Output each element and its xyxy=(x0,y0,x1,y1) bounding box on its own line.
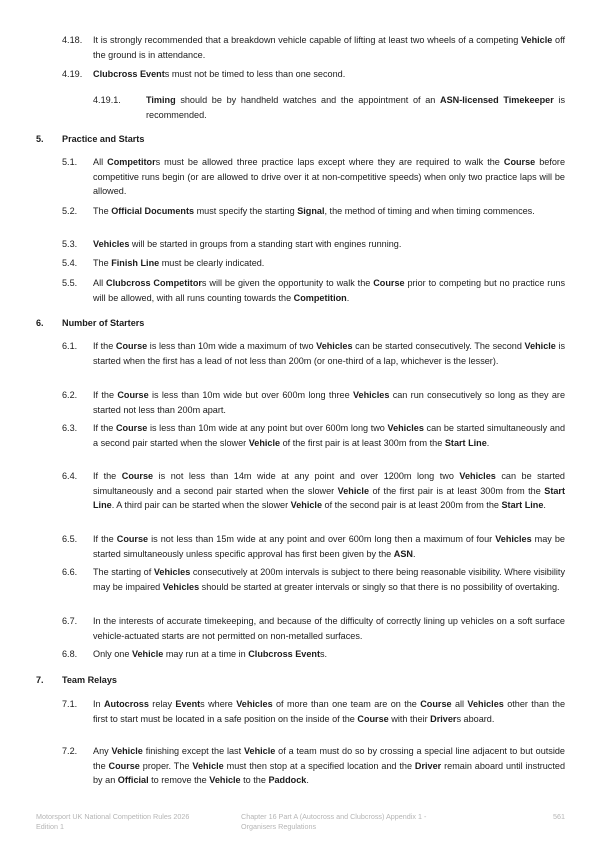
clause-number: 5.2. xyxy=(62,206,78,216)
defined-term: Course xyxy=(373,278,405,288)
clause-number: 5.4. xyxy=(62,258,78,268)
defined-term: Vehicle xyxy=(131,649,164,659)
text-run: prior to competing but no practice runs will be allowed, with all runs counting towards the xyxy=(93,278,565,303)
defined-term: Vehicle xyxy=(209,775,241,786)
text-run: finishing except the last xyxy=(142,746,244,756)
text-run: is started when the first has a lead of not less than 200m (or one-third of a lap, whichever is the lesser). xyxy=(93,341,566,366)
text-run: before competitive runs begin (or are allowed to drive over it at non-competitive speeds) when only two practice laps will be allowed. xyxy=(93,157,566,197)
text-run: If the xyxy=(93,471,122,481)
defined-term: Course xyxy=(115,423,148,433)
footer-edition: Edition 1 xyxy=(36,821,64,831)
text-run: of the first pair is at least 300m from the xyxy=(369,485,545,496)
defined-term: Vehicles xyxy=(387,423,424,433)
defined-term: Clubcross Competitor xyxy=(106,278,202,288)
text-run: of more than one team are on the xyxy=(272,699,421,709)
text-run: is not less than 14m wide at any point and over 1200m long two xyxy=(153,471,460,481)
clause-6-3-text xyxy=(93,421,565,450)
clause-number: 6.1. xyxy=(62,341,78,351)
defined-term: Competitor xyxy=(107,157,156,167)
clause-5-5-text xyxy=(93,276,565,305)
clause-6-5-text xyxy=(93,532,565,561)
defined-term: ASN xyxy=(393,548,413,559)
text-run: of the first pair is at least 300m from the xyxy=(280,437,445,448)
footer-center xyxy=(241,812,426,831)
text-run: all xyxy=(451,699,468,709)
defined-term: Course xyxy=(121,471,154,481)
defined-term: Vehicle xyxy=(248,437,281,448)
defined-term: Event xyxy=(175,699,201,709)
text-run: . A third pair can be started when the slower xyxy=(111,500,291,511)
text-run: may run at a time in xyxy=(163,649,249,659)
text-run: . xyxy=(306,775,309,786)
section-heading: Practice and Starts xyxy=(62,134,145,144)
clause-number: 6.2. xyxy=(62,390,78,400)
defined-term: Course xyxy=(357,713,389,724)
text-run: . xyxy=(543,500,546,511)
clause-number: 4.19.1. xyxy=(93,95,121,105)
footer-publication: Motorsport UK National Competition Rules 2026 xyxy=(36,812,190,821)
text-run: . xyxy=(346,292,350,303)
defined-term: Vehicles xyxy=(93,239,130,249)
defined-term: Vehicle xyxy=(111,746,143,756)
text-run: The xyxy=(93,258,112,268)
clause-6-8-text xyxy=(93,647,565,662)
clause-6-7-text xyxy=(93,614,565,643)
text-run: should be by handheld watches and the appointment of an xyxy=(175,95,441,105)
section-heading: Number of Starters xyxy=(62,318,145,328)
clause-number: 6.4. xyxy=(62,471,78,481)
defined-term: Course xyxy=(116,534,149,544)
clause-6-4-text xyxy=(93,469,565,513)
text-run: s where xyxy=(200,699,237,709)
defined-term: Course xyxy=(503,157,536,167)
text-run: All xyxy=(93,278,107,288)
text-run: It is strongly recommended that a breakdown vehicle capable of lifting at least two wheels of a competing xyxy=(93,35,521,45)
defined-term: Vehicle xyxy=(520,35,553,45)
clause-6-1-text xyxy=(93,339,565,368)
text-run: can be started simultaneously and a second pair started when the slower xyxy=(93,423,565,448)
defined-term: Vehicle xyxy=(337,485,370,496)
text-run: , the method of timing and when timing commences. xyxy=(324,206,535,216)
clause-6-2-text xyxy=(93,388,565,417)
clause-number: 7.1. xyxy=(62,699,78,709)
text-run: s. xyxy=(319,649,328,659)
text-run: If the xyxy=(93,390,118,400)
text-run: If the xyxy=(93,341,116,351)
text-run: proper. The xyxy=(139,760,193,771)
defined-term: Driver xyxy=(430,713,457,724)
clause-number: 5.1. xyxy=(62,157,78,167)
text-run: can be started simultaneously and a second pair started when the slower xyxy=(93,471,565,496)
clause-number: 6.6. xyxy=(62,567,78,577)
defined-term: Driver xyxy=(414,760,442,771)
text-run: All xyxy=(93,157,108,167)
clause-number: 4.18. xyxy=(62,35,83,45)
text-run: must be clearly indicated. xyxy=(159,258,265,268)
text-run: If the xyxy=(93,423,116,433)
defined-term: Start Line xyxy=(501,500,544,511)
text-run: consecutively at 200m intervals is subject to there being reasonable visibility. Where visibility may be impaired xyxy=(93,567,565,592)
defined-term: Vehicle xyxy=(192,760,224,771)
text-run: is not less than 15m wide at any point and over 600m long then a maximum of four xyxy=(148,534,496,544)
defined-term: Timing xyxy=(146,95,176,105)
clause-number: 5.3. xyxy=(62,239,78,249)
defined-term: Vehicles xyxy=(236,699,273,709)
defined-term: Vehicles xyxy=(352,390,390,400)
section-heading: Team Relays xyxy=(62,675,117,685)
text-run: can be started consecutively. The second xyxy=(352,341,525,351)
text-run: . xyxy=(412,548,416,559)
text-run: If the xyxy=(93,534,117,544)
defined-term: Official xyxy=(117,775,149,786)
text-run: may be started simultaneously unless specific approval has first been given by the xyxy=(93,534,565,559)
text-run: of a team must do so by crossing a special line adjacent to but outside the xyxy=(93,746,565,771)
text-run: In the interests of accurate timekeeping, and because of the difficulty of correctly lining up vehicles on a soft surface vehicle-actuated starts are not permitted on non-metalled surfaces. xyxy=(93,616,565,641)
text-run: relay xyxy=(148,699,176,709)
text-run: off the ground is in attendance. xyxy=(93,35,565,60)
text-run: to the xyxy=(240,775,269,786)
defined-term: Autocross xyxy=(103,699,149,709)
defined-term: Vehicles xyxy=(495,534,532,544)
defined-term: Vehicle xyxy=(243,746,276,756)
text-run: In xyxy=(93,699,104,709)
page-number: 561 xyxy=(553,812,565,821)
text-run: must specify the starting xyxy=(194,206,298,216)
clause-6-6-text xyxy=(93,565,565,594)
text-run: must then stop at a specified location and the xyxy=(223,760,415,771)
defined-term: Vehicles xyxy=(467,699,504,709)
text-run: s must be allowed three practice laps except where they are required to walk the xyxy=(155,157,504,167)
defined-term: Vehicles xyxy=(162,581,200,592)
clause-number: 5.5. xyxy=(62,278,78,288)
defined-term: Clubcross Event xyxy=(93,69,165,79)
clause-number: 4.19. xyxy=(62,69,83,79)
defined-term: Competition xyxy=(293,292,347,303)
text-run: should be started at greater intervals or singly so that there is no possibility of overtaking. xyxy=(199,581,560,592)
footer-left xyxy=(36,812,189,831)
text-run: The starting of xyxy=(93,567,154,577)
text-run: is less than 10m wide a maximum of two xyxy=(147,341,317,351)
defined-term: Signal xyxy=(297,206,325,216)
clause-7-2-text xyxy=(93,744,565,788)
clause-5-4-text xyxy=(93,256,565,271)
clause-number: 6.8. xyxy=(62,649,78,659)
footer-chapter: Chapter 16 Part A (Autocross and Clubcross) Appendix 1 - xyxy=(241,812,427,821)
defined-term: Vehicle xyxy=(524,341,556,351)
defined-term: Course xyxy=(115,341,148,351)
clause-5-2-text xyxy=(93,204,565,219)
section-number: 6. xyxy=(36,318,44,328)
text-run: s aboard. xyxy=(456,713,495,724)
text-run: Any xyxy=(93,746,112,756)
clause-4-18-text xyxy=(93,33,565,62)
defined-term: Vehicles xyxy=(316,341,353,351)
text-run: . xyxy=(486,437,490,448)
defined-term: Start Line xyxy=(444,437,487,448)
text-run: remain aboard until instructed by an xyxy=(93,760,565,786)
text-run: can run consecutively so long as they are started not less than 200m apart. xyxy=(93,390,566,415)
clause-number: 6.3. xyxy=(62,423,78,433)
clause-5-1-text xyxy=(93,155,565,199)
text-run: is less than 10m wide at any point but over 600m long two xyxy=(147,423,388,433)
clause-number: 6.7. xyxy=(62,616,78,626)
defined-term: Paddock xyxy=(268,775,307,786)
section-number: 7. xyxy=(36,675,44,685)
defined-term: Course xyxy=(420,699,452,709)
clause-number: 6.5. xyxy=(62,534,78,544)
text-run: s must not be timed to less than one second. xyxy=(164,69,346,79)
text-run: of the second pair is at least 200m from the xyxy=(322,500,502,511)
defined-term: Start Line xyxy=(93,485,565,511)
clause-5-3-text xyxy=(93,237,565,252)
text-run: will be started in groups from a standing start with engines running. xyxy=(129,239,402,249)
clause-4-19-1-text xyxy=(146,93,565,122)
defined-term: Vehicles xyxy=(153,567,191,577)
clause-number: 7.2. xyxy=(62,746,78,756)
text-run: to remove the xyxy=(148,775,210,786)
text-run: Only one xyxy=(93,649,132,659)
defined-term: Vehicle xyxy=(290,500,323,511)
text-run: The xyxy=(93,206,112,216)
defined-term: Course xyxy=(117,390,149,400)
text-run: with their xyxy=(388,713,431,724)
defined-term: Course xyxy=(108,760,140,771)
text-run: s will be given the opportunity to walk the xyxy=(201,278,374,288)
defined-term: Finish Line xyxy=(111,258,160,268)
footer-chapter-subtitle: Organisers Regulations xyxy=(241,821,317,831)
defined-term: Clubcross Event xyxy=(248,649,320,659)
text-run: is less than 10m wide but over 600m long three xyxy=(148,390,353,400)
defined-term: ASN-licensed Timekeeper xyxy=(440,95,554,105)
text-run: other than the first to start must be located in a safe position on the inside of the xyxy=(93,699,565,724)
defined-term: Official Documents xyxy=(111,206,195,216)
section-number: 5. xyxy=(36,134,44,144)
defined-term: Vehicles xyxy=(459,471,496,481)
clause-7-1-text xyxy=(93,697,565,726)
text-run: is recommended. xyxy=(146,95,566,120)
clause-4-19-text xyxy=(93,67,565,82)
